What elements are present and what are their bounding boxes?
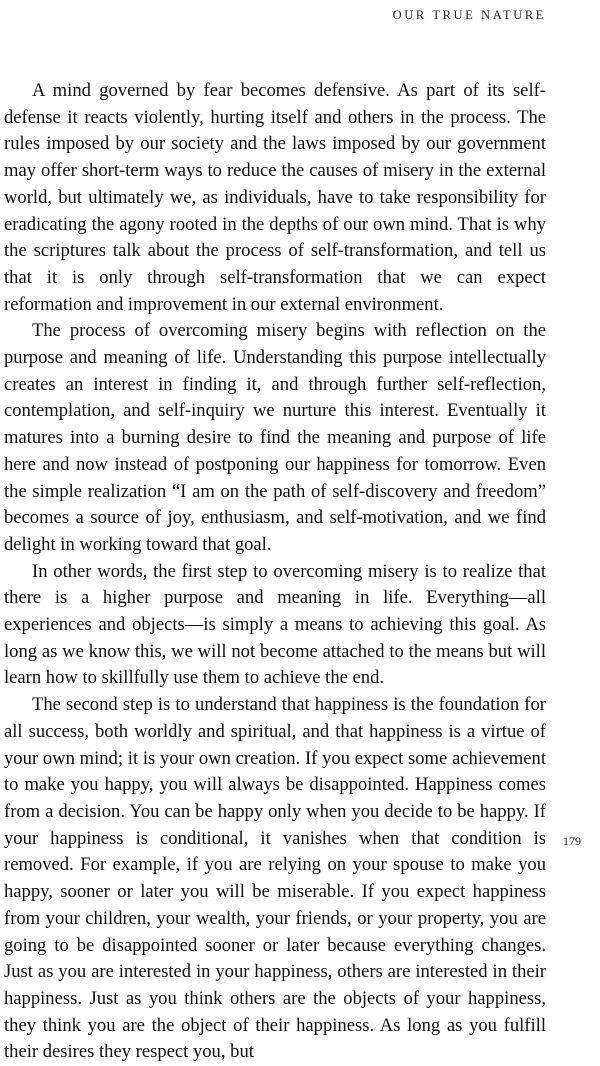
body-text [4, 78, 546, 1066]
paragraph-3: In other words, the first step to overcoming misery is to realize that there is a higher purpose and meaning in life. Everything—all experiences and objects—is simply a means to achieving this goal. As long as we know this, we will not become attached to the means but will learn how to skillfully use them to achieve the end. [4, 560, 546, 689]
page-number: 179 [563, 834, 581, 848]
running-head: OUR TRUE NATURE [392, 8, 546, 22]
paragraph-1: A mind governed by fear becomes defensive. As part of its self-defense it reacts violently, hurting itself and others in the process. The rules imposed by our society and the laws imposed by our government may offer short-term ways to reduce the causes of misery in the external world, but ultimately we, as individuals, have to take responsibility for eradicating the agony rooted in the depths of our own mind. That is why the scriptures talk about the process of self-transformation, and tell us that it is only through self-transformation that we can expect reformation and improvement in our external environment. [4, 80, 546, 315]
paragraph-4: The second step is to understand that happiness is the foundation for all success, both worldly and spiritual, and that happiness is a virtue of your own mind; it is your own creation. If you expect some achievement to make you happy, you will always be disappointed. Happiness comes from a decision. You can be happy only when you decide to be happy. If your happiness is conditional, it vanishes when that condition is removed. For example, if you are relying on your spouse to make you happy, sooner or later you will be miserable. If you expect happiness from your children, your wealth, your friends, or your property, you are going to be disappointed sooner or later because everything changes. Just as you are interested in your happiness, others are interested in their happiness. Just as you think others are the objects of your happiness, they think you are the object of their happiness. As long as you fulfill their desires they respect you, but [4, 694, 546, 1063]
paragraph-2: The process of overcoming misery begins with reflection on the purpose and meaning of life. Understanding this purpose intellectually creates an interest in finding it, and through further self-reflection, contemplation, and self-inquiry we nurture this interest. Eventually it matures into a burning desire to find the meaning and purpose of life here and now instead of postponing our happiness for tomorrow. Even the simple realization “I am on the path of self-discovery and freedom” becomes a source of joy, enthusiasm, and self-motivation, and we find delight in working toward that goal. [4, 320, 546, 555]
